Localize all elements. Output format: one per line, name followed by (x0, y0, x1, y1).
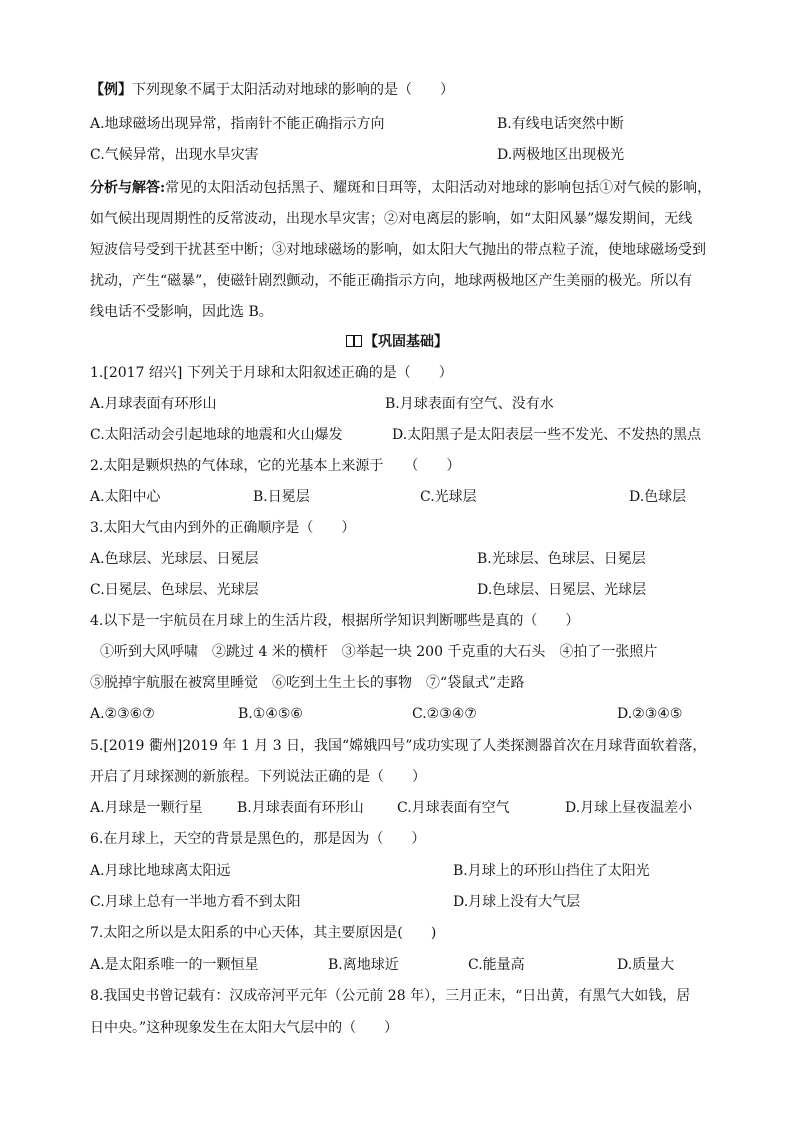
analysis-label: 分析与解答: (90, 180, 166, 196)
question-3-option-d: D.色球层、日冕层、光球层 (477, 582, 647, 598)
question-5-option-a: A.月球是一颗行星 (90, 800, 203, 816)
example-option-c: C.气候异常，出现水旱灾害 (90, 147, 259, 163)
example-option-a: A.地球磁场出现异常，指南针不能正确指示方向 (90, 116, 385, 132)
question-7-stem: 7.太阳之所以是太阳系的中心天体，其主要原因是( ) (90, 925, 437, 941)
question-7-option-d: D.质量大 (617, 957, 675, 973)
question-1-option-c: C.太阳活动会引起地球的地震和火山爆发 (90, 427, 343, 443)
question-1-option-b: B.月球表面有空气、没有水 (385, 396, 554, 412)
question-2-option-d: D.色球层 (629, 489, 687, 505)
question-7-option-b: B.离地球近 (328, 957, 399, 973)
analysis-text: 常见的太阳活动包括黑子、耀斑和日珥等，太阳活动对地球的影响包括①对气候的影响， (165, 180, 712, 196)
question-6-option-b: B.月球上的环形山挡住了太阳光 (453, 863, 650, 879)
question-2-option-a: A.太阳中心 (90, 489, 161, 505)
question-3-stem: 3.太阳大气由内到外的正确顺序是（ ） (90, 520, 356, 536)
question-4-items-line-1: ①听到大风呼啸 ②跳过 4 米的横杆 ③举起一块 200 千克重的大石头 ④拍了一张照片 (100, 644, 658, 660)
question-1-option-a: A.月球表面有环形山 (90, 396, 217, 412)
question-6-option-d: D.月球上没有大气层 (453, 894, 581, 910)
example-option-d: D.两极地区出现极光 (497, 147, 625, 163)
section-heading-text: 【巩固基础】 (364, 334, 448, 350)
analysis-line-4: 扰动，产生“磁暴”，使磁针剧烈颤动，不能正确指示方向，地球两极地区产生美丽的极光。所以有 (90, 273, 693, 289)
section-heading (0, 332, 794, 352)
example-tag: 【例】 (90, 82, 132, 98)
question-6-stem: 6.在月球上，天空的背景是黑色的，那是因为（ ） (90, 831, 426, 847)
question-3-option-c: C.日冕层、色球层、光球层 (90, 582, 259, 598)
question-5-stem-cont: 开启了月球探测的新旅程。下列说法正确的是（ ） (90, 769, 426, 785)
analysis-line-2: 如气候出现周期性的反常波动，出现水旱灾害；②对电离层的影响，如“太阳风暴”爆发期间，无线 (90, 211, 693, 227)
question-4-stem: 4.以下是一宇航员在月球上的生活片段，根据所学知识判断哪些是真的（ ） (90, 613, 580, 629)
question-4-option-c: C.②③④⑦ (412, 706, 477, 722)
question-1-option-d: D.太阳黑子是太阳表层一些不发光、不发热的黑点 (392, 427, 702, 443)
question-6-option-a: A.月球比地球离太阳远 (90, 863, 231, 879)
question-5-stem: 5.[2019 衢州]2019 年 1 月 3 日，我国“嫦娥四号”成功实现了人类探测器首次在月球背面软着落， (90, 738, 707, 754)
book-icon (346, 335, 362, 347)
question-8-stem-cont: 日中央。”这种现象发生在太阳大气层中的（ ） (90, 1020, 399, 1036)
question-7-option-a: A.是太阳系唯一的一颗恒星 (90, 957, 259, 973)
question-3-option-b: B.光球层、色球层、日冕层 (477, 551, 646, 567)
question-6-option-c: C.月球上总有一半地方看不到太阳 (90, 894, 301, 910)
analysis-line-5: 线电话不受影响，因此选 B。 (90, 304, 273, 320)
question-5-option-d: D.月球上昼夜温差小 (565, 800, 693, 816)
example-option-b: B.有线电话突然中断 (497, 116, 624, 132)
analysis-line-1 (90, 178, 711, 198)
question-2-option-c: C.光球层 (420, 489, 477, 505)
question-4-option-a: A.②③⑥⑦ (90, 706, 155, 722)
question-4-items-line-2: ⑤脱掉宇航服在被窝里睡觉 ⑥吃到土生土长的事物 ⑦“袋鼠式”走路 (90, 675, 525, 691)
question-5-option-c: C.月球表面有空气 (397, 800, 510, 816)
question-3-option-a: A.色球层、光球层、日冕层 (90, 551, 259, 567)
question-2-stem: 2.太阳是颗炽热的气体球，它的光基本上来源于 （ ） (90, 458, 461, 474)
question-1-stem: 1.[2017 绍兴] 下列关于月球和太阳叙述正确的是（ ） (90, 365, 453, 381)
analysis-line-3: 短波信号受到干扰甚至中断；③对地球磁场的影响，如太阳大气抛出的带点粒子流，使地球磁场受到 (90, 242, 706, 258)
question-4-option-d: D.②③④⑤ (617, 706, 683, 722)
question-4-option-b: B.①④⑤⑥ (238, 706, 303, 722)
question-7-option-c: C.能量高 (468, 957, 525, 973)
question-8-stem: 8.我国史书曾记载有：汉成帝河平元年（公元前 28 年），三月正末，“日出黄，有黑气大如钱，居 (90, 988, 691, 1004)
example-question: 下列现象不属于太阳活动对地球的影响的是（ ） (132, 82, 454, 98)
question-5-option-b: B.月球表面有环形山 (237, 800, 364, 816)
question-2-option-b: B.日冕层 (253, 489, 310, 505)
example-question-line (90, 80, 454, 100)
